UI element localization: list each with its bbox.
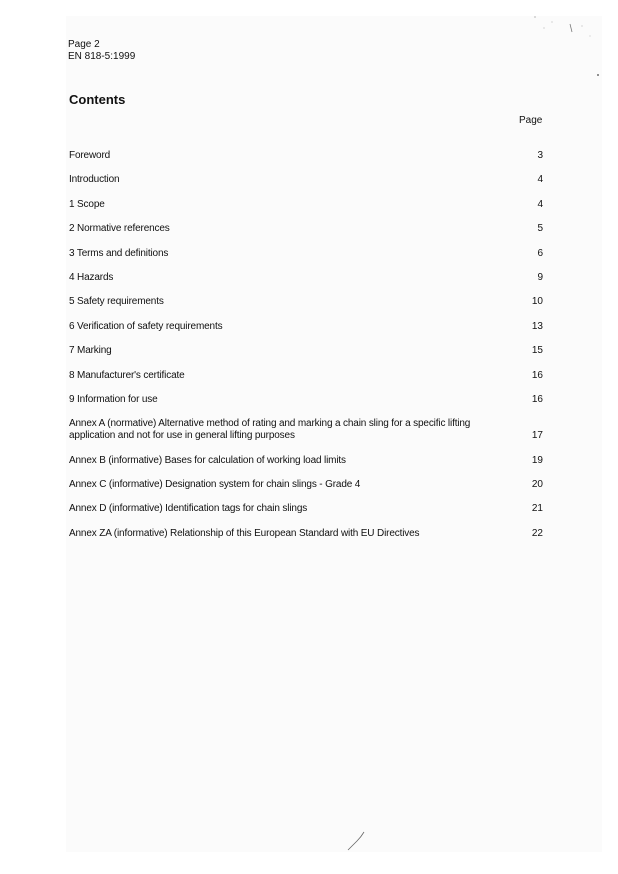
toc-entry-page: 20 [531,479,543,491]
contents-title: Contents [69,92,126,107]
toc-entry-title: Annex B (informative) Bases for calculation of working load limits [69,454,346,466]
toc-entry[interactable] [69,174,545,186]
toc-entry-title: 6 Verification of safety requirements [69,320,223,332]
toc-entry[interactable] [69,272,545,284]
toc-entry-page: 15 [531,345,543,357]
scan-specks [530,14,610,84]
toc-entry-page: 9 [537,271,543,283]
toc-entry-page: 4 [537,174,543,186]
toc-entry-page: 22 [531,527,543,539]
pen-mark [346,830,366,852]
toc-entry[interactable] [69,455,545,467]
toc-entry-title: Introduction [69,174,120,186]
toc-entry-page: 5 [537,223,543,235]
table-of-contents [69,150,545,552]
toc-entry-title: Annex A (normative) Alternative method of rating and marking a chain sling for a specific lifting application and not for use in general lifting purposes [69,418,471,442]
toc-entry-title: 2 Normative references [69,223,170,235]
toc-entry-page: 10 [531,296,543,308]
toc-entry-page: 16 [531,393,543,405]
toc-entry[interactable] [69,479,545,491]
toc-entry-title: Foreword [69,150,111,161]
toc-entry-title: Annex D (informative) Identification tags for chain slings [69,503,308,515]
toc-entry[interactable] [69,345,545,357]
toc-entry-page: 16 [531,369,543,381]
toc-entry[interactable] [69,418,545,442]
toc-entry-page: 4 [537,198,543,210]
toc-entry[interactable] [69,223,545,235]
page-header [68,39,135,63]
toc-entry[interactable] [69,528,545,540]
toc-entry[interactable] [69,503,545,515]
toc-entry[interactable] [69,370,545,382]
toc-entry[interactable] [69,248,545,260]
toc-entry-title: 1 Scope [69,198,105,210]
toc-entry-title: 3 Terms and definitions [69,247,169,259]
toc-entry-title: 9 Information for use [69,393,158,405]
toc-entry-page: 3 [537,150,543,161]
toc-entry-page: 13 [531,320,543,332]
page-column-label: Page [519,115,543,126]
toc-entry-title: Annex ZA (informative) Relationship of this European Standard with EU Directives [69,527,420,539]
toc-entry-title: 7 Marking [69,345,112,357]
toc-entry-title: 5 Safety requirements [69,296,164,308]
toc-entry-page: 17 [531,430,543,442]
toc-entry-page: 19 [531,454,543,466]
toc-entry[interactable] [69,321,545,333]
toc-entry-title: 4 Hazards [69,271,114,283]
toc-entry-title: 8 Manufacturer's certificate [69,369,185,381]
toc-entry-title: Annex C (informative) Designation system for chain slings - Grade 4 [69,479,361,491]
toc-entry[interactable] [69,296,545,308]
toc-entry[interactable] [69,199,545,211]
toc-entry[interactable] [69,394,545,406]
toc-entry-page: 21 [531,503,543,515]
page-number: Page 2 [68,39,100,50]
standard-reference: EN 818-5:1999 [68,51,136,62]
toc-entry-page: 6 [537,247,543,259]
toc-entry[interactable] [69,150,545,162]
